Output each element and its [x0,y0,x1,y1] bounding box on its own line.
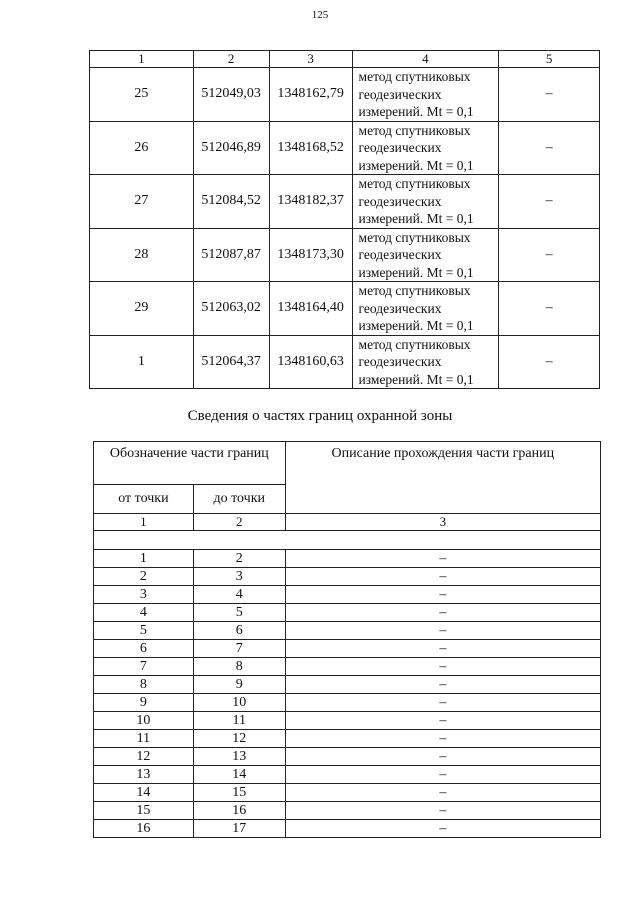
description-cell: – [285,802,600,820]
method-line: метод спутниковых [358,283,471,298]
from-point-cell: 13 [94,766,194,784]
description-cell: – [285,586,600,604]
to-point-cell: 3 [193,568,285,586]
method-line: метод спутниковых [358,176,471,191]
to-point-cell: 16 [193,802,285,820]
description-cell: – [285,622,600,640]
parts-header-row [94,442,601,485]
from-point-cell: 9 [94,694,194,712]
method-line: измерений. Mt = 0,1 [358,264,474,280]
y-coordinate-cell: 1348182,37 [269,175,352,229]
to-point-cell: 7 [193,640,285,658]
description-cell: – [285,712,600,730]
coord-col-number: 5 [499,51,600,68]
from-point-header: от точки [94,485,194,514]
parts-row [94,586,601,604]
method-cell [352,282,499,336]
description-cell: – [285,694,600,712]
to-point-cell: 8 [193,658,285,676]
description-cell: – [285,550,600,568]
to-point-cell: 9 [193,676,285,694]
parts-subheader-row [94,485,601,514]
method-line: геодезических [358,247,442,262]
description-cell: – [285,604,600,622]
coord-header-row [90,51,600,68]
point-cell: 27 [90,175,194,229]
coord-row [90,335,600,389]
from-point-cell: 7 [94,658,194,676]
note-cell: – [499,175,600,229]
parts-spacer-row [94,531,601,550]
description-cell: – [285,676,600,694]
boundary-parts-table [93,441,601,838]
from-point-cell: 16 [94,820,194,838]
coord-row [90,121,600,175]
note-cell: – [499,68,600,122]
description-cell: – [285,748,600,766]
method-cell [352,175,499,229]
coord-col-number: 1 [90,51,194,68]
to-point-cell: 17 [193,820,285,838]
x-coordinate-cell: 512087,87 [193,228,269,282]
parts-row [94,766,601,784]
parts-row [94,748,601,766]
point-cell: 25 [90,68,194,122]
method-cell [352,68,499,122]
description-cell: – [285,568,600,586]
y-coordinate-cell: 1348162,79 [269,68,352,122]
description-cell: – [285,820,600,838]
parts-row [94,712,601,730]
method-line: метод спутниковых [358,69,471,84]
method-line: измерений. Mt = 0,1 [358,104,474,119]
description-header: Описание прохождения части границ [285,442,600,485]
x-coordinate-cell: 512063,02 [193,282,269,336]
from-point-cell: 15 [94,802,194,820]
from-point-cell: 2 [94,568,194,586]
y-coordinate-cell: 1348168,52 [269,121,352,175]
method-line: геодезических [358,86,442,102]
coord-col-number: 2 [193,51,269,68]
x-coordinate-cell: 512049,03 [193,68,269,122]
method-line: измерений. Mt = 0,1 [358,371,474,387]
x-coordinate-cell: 512064,37 [193,335,269,389]
parts-row [94,604,601,622]
description-cell: – [285,658,600,676]
method-line: метод спутниковых [358,122,471,138]
method-line: метод спутниковых [358,229,471,245]
method-line: геодезических [358,354,442,369]
to-point-cell: 13 [193,748,285,766]
description-cell: – [285,640,600,658]
parts-col-number-row [94,514,601,531]
method-line: измерений. Mt = 0,1 [358,211,474,226]
note-cell: – [499,335,600,389]
parts-col-number: 3 [285,514,600,531]
y-coordinate-cell: 1348160,63 [269,335,352,389]
note-cell: – [499,121,600,175]
parts-row [94,820,601,838]
to-point-header: до точки [193,485,285,514]
parts-row [94,694,601,712]
coord-row [90,282,600,336]
y-coordinate-cell: 1348173,30 [269,228,352,282]
from-point-cell: 14 [94,784,194,802]
from-point-cell: 12 [94,748,194,766]
from-point-cell: 5 [94,622,194,640]
point-cell: 29 [90,282,194,336]
note-cell: – [499,228,600,282]
parts-row [94,676,601,694]
parts-row [94,568,601,586]
from-point-cell: 8 [94,676,194,694]
description-header-cell [285,485,600,514]
from-point-cell: 11 [94,730,194,748]
to-point-cell: 14 [193,766,285,784]
point-cell: 1 [90,335,194,389]
parts-row [94,802,601,820]
parts-row [94,550,601,568]
parts-col-number: 2 [193,514,285,531]
coord-col-number: 4 [352,51,499,68]
method-cell [352,228,499,282]
from-point-cell: 6 [94,640,194,658]
parts-row [94,784,601,802]
x-coordinate-cell: 512046,89 [193,121,269,175]
from-point-cell: 4 [94,604,194,622]
to-point-cell: 12 [193,730,285,748]
designation-header: Обозначение части границ [94,442,286,485]
from-point-cell: 3 [94,586,194,604]
to-point-cell: 10 [193,694,285,712]
parts-spacer-cell [94,531,601,550]
from-point-cell: 1 [94,550,194,568]
method-line: метод спутниковых [358,336,471,352]
x-coordinate-cell: 512084,52 [193,175,269,229]
parts-row [94,658,601,676]
coord-row [90,175,600,229]
method-line: измерений. Mt = 0,1 [358,318,474,333]
coord-row [90,228,600,282]
to-point-cell: 15 [193,784,285,802]
note-cell: – [499,282,600,336]
from-point-cell: 10 [94,712,194,730]
description-cell: – [285,766,600,784]
y-coordinate-cell: 1348164,40 [269,282,352,336]
to-point-cell: 4 [193,586,285,604]
point-cell: 26 [90,121,194,175]
coordinates-table [89,50,600,389]
coord-col-number: 3 [269,51,352,68]
method-line: геодезических [358,300,442,316]
method-line: геодезических [358,193,442,209]
method-cell [352,121,499,175]
coord-row [90,68,600,122]
method-cell [352,335,499,389]
parts-row [94,730,601,748]
description-cell: – [285,784,600,802]
method-line: измерений. Mt = 0,1 [358,157,474,173]
description-cell: – [285,730,600,748]
parts-row [94,622,601,640]
page-number: 125 [311,9,329,21]
to-point-cell: 5 [193,604,285,622]
point-cell: 28 [90,228,194,282]
to-point-cell: 6 [193,622,285,640]
to-point-cell: 2 [193,550,285,568]
to-point-cell: 11 [193,712,285,730]
parts-row [94,640,601,658]
method-line: геодезических [358,140,442,155]
parts-col-number: 1 [94,514,194,531]
section-title: Сведения о частях границ охранной зоны [187,408,453,424]
